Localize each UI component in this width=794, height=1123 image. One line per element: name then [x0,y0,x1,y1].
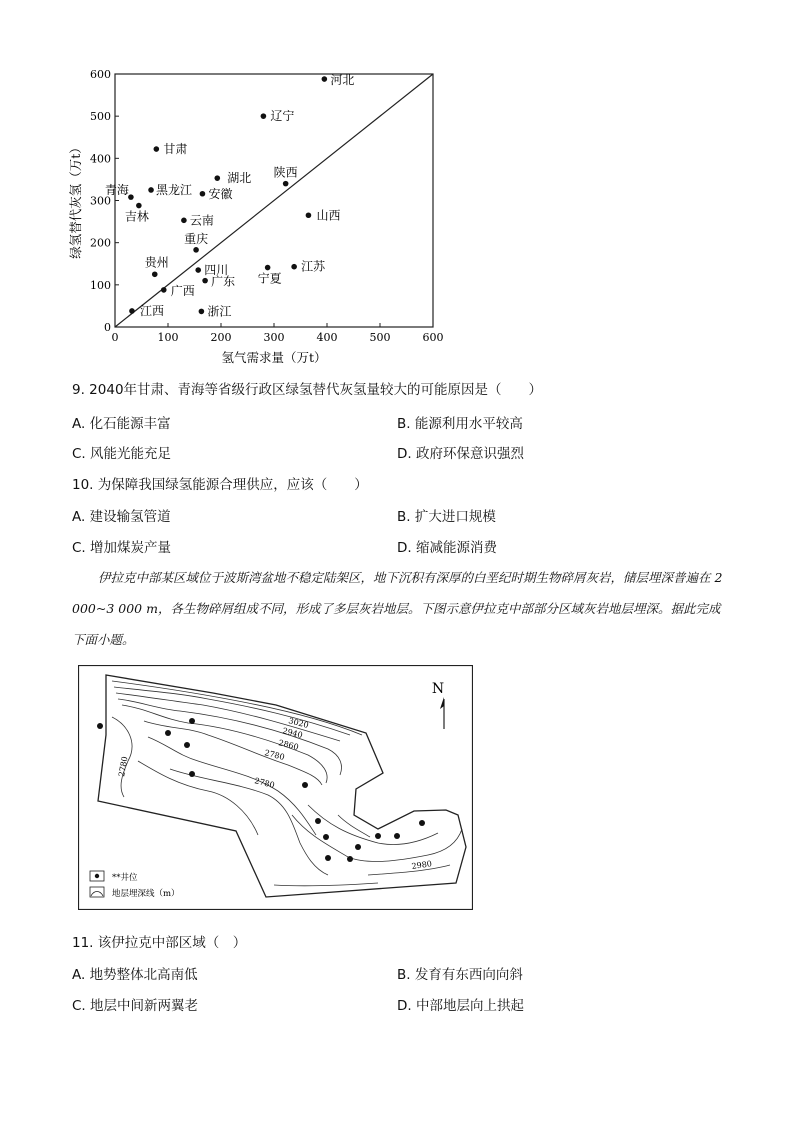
question-10-option-b[interactable]: B. 扩大进口规模 [397,509,496,525]
y-axis-label: 绿氢替代灰氢（万t） [68,141,83,259]
scatter-point [193,247,199,253]
legend-well-label: **井位 [112,873,138,883]
scatter-point-label: 云南 [189,213,214,228]
y-tick-label: 100 [90,278,111,292]
contour-label-2980: 2980 [411,859,433,871]
question-9-option-b[interactable]: B. 能源利用水平较高 [397,416,523,432]
scatter-point-label: 江苏 [301,259,326,274]
scatter-point-label: 河北 [330,73,355,88]
scatter-point-label: 广东 [211,274,236,289]
question-11-stem: 11. 该伊拉克中部区域（ ） [72,935,247,951]
question-9-option-c[interactable]: C. 风能光能充足 [72,446,172,462]
question-10-option-c[interactable]: C. 增加煤炭产量 [72,540,172,556]
contour-label-2780-a: 2780 [263,748,286,762]
y-tick-label: 400 [90,152,111,166]
scatter-point-label: 黑龙江 [156,182,193,197]
x-tick-label: 300 [263,331,285,344]
x-axis-ticks [112,323,444,344]
strata-depth-map [78,665,473,910]
scatter-point-label: 山西 [316,208,341,223]
scatter-point [261,113,267,119]
question-11-option-a[interactable]: A. 地势整体北高南低 [72,967,198,983]
scatter-point-label: 陕西 [273,165,298,180]
scatter-point [200,191,206,197]
well-point [355,844,361,850]
scatter-point [202,278,208,284]
question-9-option-a[interactable]: A. 化石能源丰富 [72,416,171,432]
x-tick-label: 200 [210,331,232,344]
scatter-point [322,76,328,82]
scatter-point [161,287,167,293]
well-point [347,856,353,862]
scatter-point [199,309,205,315]
x-axis-label: 氢气需求量（万t） [221,350,327,365]
question-11-option-d[interactable]: D. 中部地层向上拱起 [397,998,524,1014]
well-point [165,730,171,736]
scatter-point-label: 贵州 [144,255,169,270]
question-10-option-a[interactable]: A. 建设输氢管道 [72,509,171,525]
scatter-point [214,175,220,181]
data-points [105,73,354,318]
scatter-point [154,146,160,152]
north-label: N [431,681,445,697]
scatter-point [265,265,271,271]
scatter-point [129,308,135,314]
well-point [97,723,103,729]
scatter-point-label: 浙江 [207,304,232,319]
scatter-point [148,187,154,193]
scatter-point [152,271,158,277]
scatter-point [283,181,289,187]
scatter-point-label: 四川 [204,263,229,278]
y-tick-label: 200 [90,236,111,250]
scatter-point-label: 吉林 [124,209,149,224]
scatter-point [291,264,297,270]
well-point [315,818,321,824]
scatter-point [306,212,312,218]
question-10-stem: 10. 为保障我国绿氢能源合理供应，应该（ ） [72,477,368,493]
well-point [189,718,195,724]
x-tick-label: 0 [111,331,119,344]
scatter-point-label: 甘肃 [163,142,188,157]
x-tick-label: 500 [369,331,391,344]
passage-body: 伊拉克中部某区域位于波斯湾盆地不稳定陆架区，地下沉积有深厚的白垩纪时期生物碎屑灰岩，储层埋深普遍在 2 000~3 000 m，各生物碎屑组成不同，形成了多层灰岩地层。下图示意伊拉克中部部分区域灰岩地层埋深。据此完成下面小题。 [72,570,723,647]
question-9-stem: 9. 2040年甘肃、青海等省级行政区绿氢替代灰氢量较大的可能原因是（ ） [72,382,543,398]
y-tick-label: 600 [90,68,111,81]
well-point [189,771,195,777]
y-tick-label: 300 [90,194,111,208]
scatter-point [128,194,134,200]
contour-label-2940: 2940 [281,726,304,740]
scatter-point-label: 广西 [170,283,195,298]
scatter-point-label: 辽宁 [270,109,295,124]
scatter-point-label: 青海 [104,183,129,198]
well-point [419,820,425,826]
scatter-point [181,218,187,224]
scatter-point-label: 江西 [139,303,164,318]
scatter-point-label: 重庆 [184,231,209,246]
x-tick-label: 100 [157,331,179,344]
well-point [323,834,329,840]
well-point [302,782,308,788]
scatter-point-label: 湖北 [227,171,252,186]
well-point [184,742,190,748]
question-11-option-b[interactable]: B. 发育有东西向向斜 [397,967,523,983]
question-9-option-d[interactable]: D. 政府环保意识强烈 [397,446,524,462]
scatter-point-label: 安徽 [208,186,233,201]
question-11-option-c[interactable]: C. 地层中间新两翼老 [72,998,199,1014]
y-tick-label: 500 [90,110,111,124]
contour-label-2860: 2860 [277,738,300,752]
y-tick-label: 0 [104,321,111,334]
x-tick-label: 400 [316,331,338,344]
scatter-point-label: 宁夏 [257,271,282,286]
well-point [394,833,400,839]
passage-text [72,562,732,655]
contour-label-3020: 3020 [287,716,310,730]
contour-label-2780-b: 2780 [117,755,130,778]
legend-contour-label: 地层埋深线（m） [112,889,180,899]
question-10-option-d[interactable]: D. 缩减能源消费 [397,540,497,556]
scatter-point [195,267,201,273]
hydrogen-scatter-chart [60,60,460,372]
x-tick-label: 600 [422,331,444,344]
contour-label-2780-c: 2780 [253,776,276,790]
well-point [325,855,331,861]
well-point [375,833,381,839]
scatter-point [136,203,142,209]
